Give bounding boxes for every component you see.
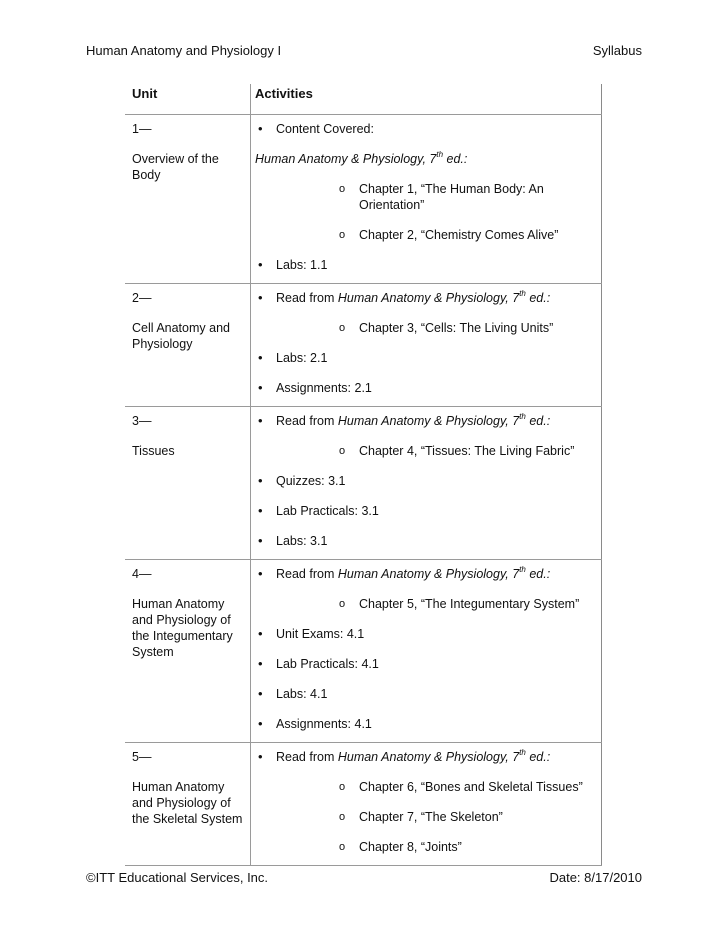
bullet-item: • Read from Human Anatomy & Physiology, 7th ed.: xyxy=(255,413,597,429)
activities-cell xyxy=(251,743,602,866)
chapter-item: o Chapter 4, “Tissues: The Living Fabric” xyxy=(255,443,597,459)
header-course-title: Human Anatomy and Physiology I xyxy=(86,43,282,58)
unit-number: 1— xyxy=(132,122,152,136)
table-row xyxy=(125,560,602,743)
table-row xyxy=(125,284,602,407)
activities-cell xyxy=(251,115,602,284)
unit-name: Human Anatomy and Physiology of the Integumentary System xyxy=(132,597,233,659)
unit-cell xyxy=(125,407,251,560)
bullet-item: • Unit Exams: 4.1 xyxy=(255,626,597,642)
bullet-item: • Assignments: 4.1 xyxy=(255,716,597,732)
bullet-item: • Quizzes: 3.1 xyxy=(255,473,597,489)
unit-number: 5— xyxy=(132,750,152,764)
chapter-item: o Chapter 3, “Cells: The Living Units” xyxy=(255,320,597,336)
activities-cell xyxy=(251,560,602,743)
unit-name: Human Anatomy and Physiology of the Skeletal System xyxy=(132,780,243,826)
activities-cell xyxy=(251,284,602,407)
unit-column-header: Unit xyxy=(125,84,251,115)
chapter-item: o Chapter 8, “Joints” xyxy=(255,839,597,855)
book-title: Human Anatomy & Physiology, 7th ed.: xyxy=(255,150,468,166)
chapter-item: o Chapter 7, “The Skeleton” xyxy=(255,809,597,825)
unit-number: 3— xyxy=(132,414,152,428)
bullet-item: • Labs: 1.1 xyxy=(255,257,597,273)
unit-cell xyxy=(125,284,251,407)
bullet-item: • Labs: 2.1 xyxy=(255,350,597,366)
table-row xyxy=(125,115,602,284)
unit-cell xyxy=(125,115,251,284)
unit-number: 4— xyxy=(132,567,152,581)
bullet-item: • Lab Practicals: 3.1 xyxy=(255,503,597,519)
unit-name: Overview of the Body xyxy=(132,152,219,182)
bullet-item: • Labs: 4.1 xyxy=(255,686,597,702)
bullet-item: • Content Covered: xyxy=(255,121,597,137)
chapter-item: o Chapter 5, “The Integumentary System” xyxy=(255,596,597,612)
bullet-item: • Read from Human Anatomy & Physiology, 7th ed.: xyxy=(255,566,597,582)
header-doc-type: Syllabus xyxy=(592,43,642,58)
table-header-row xyxy=(125,84,602,115)
table-row xyxy=(125,743,602,866)
bullet-item: • Read from Human Anatomy & Physiology, 7th ed.: xyxy=(255,290,597,306)
unit-number: 2— xyxy=(132,291,152,305)
chapter-item: o Chapter 6, “Bones and Skeletal Tissues” xyxy=(255,779,597,795)
activities-column-header: Activities xyxy=(251,84,602,115)
bullet-item: • Read from Human Anatomy & Physiology, 7th ed.: xyxy=(255,749,597,765)
unit-name: Tissues xyxy=(132,444,175,458)
bullet-item: • Assignments: 2.1 xyxy=(255,380,597,396)
bullet-item: • Lab Practicals: 4.1 xyxy=(255,656,597,672)
table-row xyxy=(125,407,602,560)
footer-copyright: ©ITT Educational Services, Inc. xyxy=(86,870,269,885)
activities-cell xyxy=(251,407,602,560)
unit-cell xyxy=(125,743,251,866)
chapter-item: o Chapter 2, “Chemistry Comes Alive” xyxy=(255,227,597,243)
chapter-item: o Chapter 1, “The Human Body: An Orientation” xyxy=(255,181,597,213)
unit-cell xyxy=(125,560,251,743)
syllabus-table xyxy=(125,84,602,866)
unit-name: Cell Anatomy and Physiology xyxy=(132,321,230,351)
bullet-item: • Labs: 3.1 xyxy=(255,533,597,549)
footer-date: Date: 8/17/2010 xyxy=(549,870,642,885)
